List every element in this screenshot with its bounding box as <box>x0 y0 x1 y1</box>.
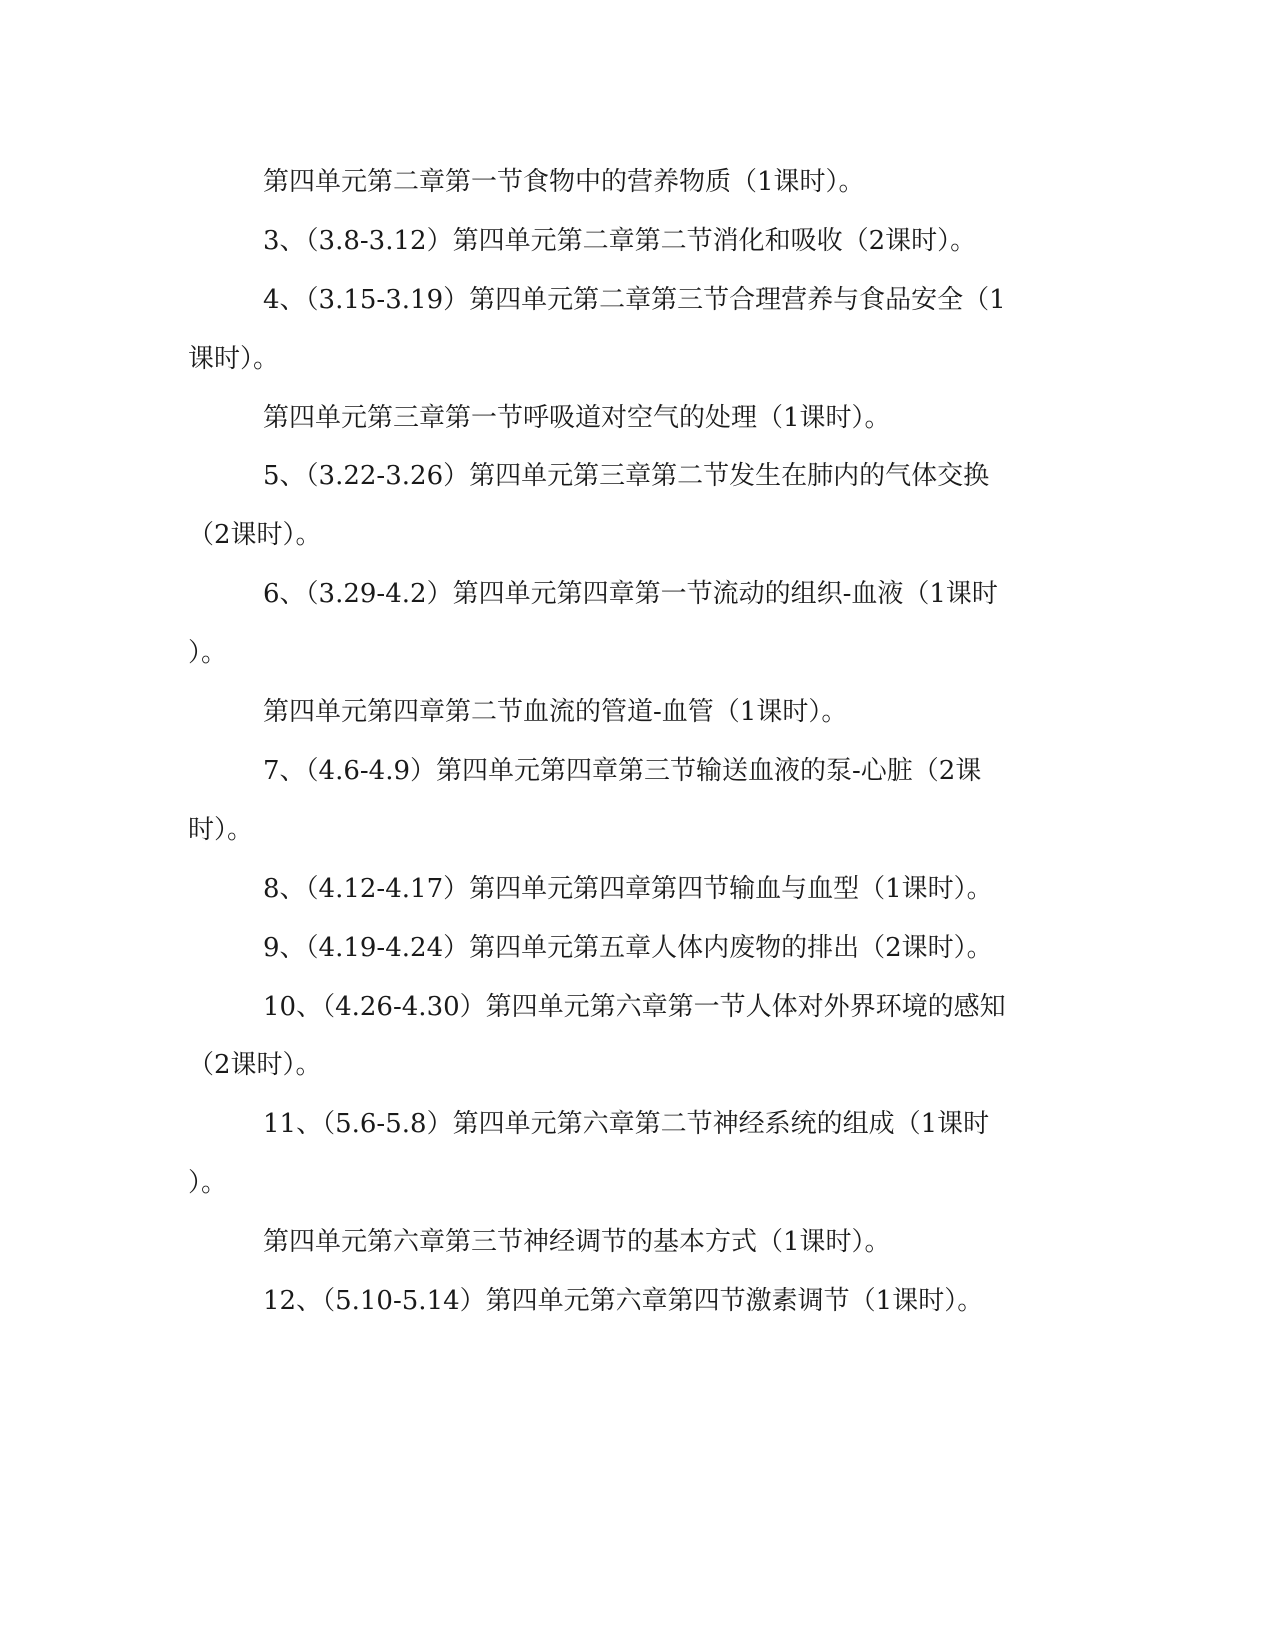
text-line: 9、（4.19-4.24）第四单元第五章人体内废物的排出（2课时）。 <box>263 933 993 963</box>
text-line: 时）。 <box>188 815 254 845</box>
text-line: ）。 <box>188 1168 228 1198</box>
text-line: （2课时）。 <box>188 520 322 550</box>
text-line: ）。 <box>188 638 228 668</box>
text-line: 6、（3.29-4.2）第四单元第四章第一节流动的组织-血液（1课时 <box>263 579 998 609</box>
text-line: 第四单元第二章第一节食物中的营养物质（1课时）。 <box>263 167 865 197</box>
text-line: 12、（5.10-5.14）第四单元第六章第四节激素调节（1课时）。 <box>263 1286 984 1316</box>
text-line: 5、（3.22-3.26）第四单元第三章第二节发生在肺内的气体交换 <box>263 461 990 491</box>
text-line: 8、（4.12-4.17）第四单元第四章第四节输血与血型（1课时）。 <box>263 874 993 904</box>
text-line: （2课时）。 <box>188 1050 322 1080</box>
text-line: 11、（5.6-5.8）第四单元第六章第二节神经系统的组成（1课时 <box>263 1109 990 1139</box>
text-line: 第四单元第四章第二节血流的管道-血管（1课时）。 <box>263 697 848 727</box>
text-line: 第四单元第三章第一节呼吸道对空气的处理（1课时）。 <box>263 403 891 433</box>
text-line: 第四单元第六章第三节神经调节的基本方式（1课时）。 <box>263 1227 891 1257</box>
text-line: 3、（3.8-3.12）第四单元第二章第二节消化和吸收（2课时）。 <box>263 226 977 256</box>
text-line: 4、（3.15-3.19）第四单元第二章第三节合理营养与食品安全（1 <box>263 285 1006 315</box>
text-line: 7、（4.6-4.9）第四单元第四章第三节输送血液的泵-心脏（2课 <box>263 756 982 786</box>
text-line: 课时）。 <box>188 344 280 374</box>
text-line: 10、（4.26-4.30）第四单元第六章第一节人体对外界环境的感知 <box>263 992 1006 1022</box>
